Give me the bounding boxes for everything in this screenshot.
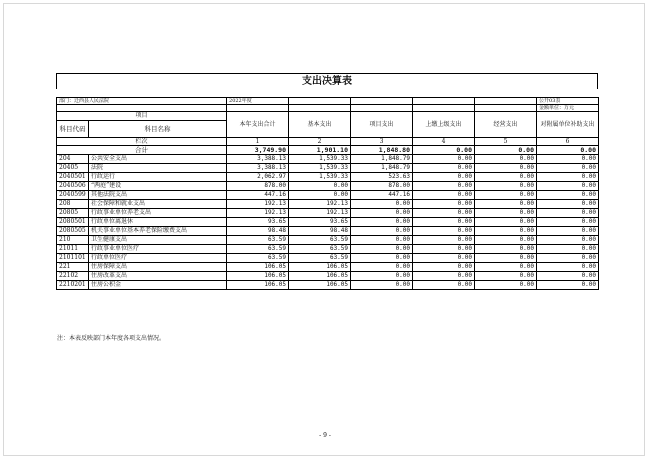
row-value: 523.63 bbox=[351, 173, 413, 182]
row-value: 93.65 bbox=[227, 218, 289, 227]
row-value: 0.00 bbox=[537, 245, 599, 254]
row-value: 2,062.97 bbox=[227, 173, 289, 182]
row-value: 63.59 bbox=[289, 236, 351, 245]
row-name: 卫生健康支出 bbox=[89, 236, 227, 245]
row-value: 0.00 bbox=[475, 272, 537, 281]
total-header: 本年支出合计 bbox=[227, 112, 289, 138]
row-code: 20405 bbox=[57, 164, 89, 173]
row-value: 192.13 bbox=[227, 209, 289, 218]
row-value: 0.00 bbox=[475, 236, 537, 245]
table-row bbox=[57, 191, 599, 200]
total-label: 合计 bbox=[57, 146, 227, 155]
row-value: 98.48 bbox=[227, 227, 289, 236]
row-name: 机关事业单位基本养老保险缴费支出 bbox=[89, 227, 227, 236]
row-value: 0.00 bbox=[475, 173, 537, 182]
row-code: 22102 bbox=[57, 272, 89, 281]
upper-header: 上缴上级支出 bbox=[413, 112, 475, 138]
row-value: 0.00 bbox=[351, 209, 413, 218]
seq-col: 1 bbox=[227, 138, 289, 146]
row-code: 204 bbox=[57, 155, 89, 164]
row-value: 0.00 bbox=[475, 200, 537, 209]
row-value: 0.00 bbox=[413, 263, 475, 272]
row-value: 0.00 bbox=[537, 182, 599, 191]
row-value: 0.00 bbox=[413, 200, 475, 209]
row-value: 192.13 bbox=[289, 200, 351, 209]
table-row bbox=[57, 182, 599, 191]
row-value: 0.00 bbox=[289, 191, 351, 200]
row-value: 0.00 bbox=[537, 236, 599, 245]
table-row bbox=[57, 218, 599, 227]
row-value: 0.00 bbox=[475, 209, 537, 218]
total-row bbox=[57, 146, 599, 155]
row-value: 1,848.79 bbox=[351, 164, 413, 173]
project-header: 项目 bbox=[57, 112, 227, 121]
row-value: 0.00 bbox=[413, 209, 475, 218]
row-value: 0.00 bbox=[537, 173, 599, 182]
form-code: 公开03表 bbox=[537, 98, 599, 105]
page-number: - 9 - bbox=[319, 432, 331, 439]
row-value: 0.00 bbox=[475, 281, 537, 290]
row-name: 行政事业单位医疗 bbox=[89, 245, 227, 254]
row-value: 63.59 bbox=[227, 245, 289, 254]
row-code: 2040506 bbox=[57, 182, 89, 191]
row-code: 2101101 bbox=[57, 254, 89, 263]
meta-row bbox=[57, 98, 599, 105]
row-value: 0.00 bbox=[475, 155, 537, 164]
seq-col: 6 bbox=[537, 138, 599, 146]
total-value: 0.00 bbox=[537, 146, 599, 155]
project-exp-header: 项目支出 bbox=[351, 112, 413, 138]
row-value: 106.05 bbox=[227, 281, 289, 290]
table-row bbox=[57, 281, 599, 290]
row-value: 1,539.33 bbox=[289, 164, 351, 173]
total-value: 3,749.90 bbox=[227, 146, 289, 155]
table-row bbox=[57, 245, 599, 254]
row-value: 63.59 bbox=[289, 245, 351, 254]
row-value: 0.00 bbox=[475, 164, 537, 173]
code-header: 科目代码 bbox=[57, 121, 89, 138]
row-code: 2040501 bbox=[57, 173, 89, 182]
row-value: 0.00 bbox=[537, 254, 599, 263]
table-row bbox=[57, 254, 599, 263]
footnote: 注：本表反映部门本年度各项支出情况。 bbox=[57, 335, 166, 342]
row-name: 其他法院支出 bbox=[89, 191, 227, 200]
unit-label: 金额单位：万元 bbox=[537, 105, 599, 112]
row-code: 208 bbox=[57, 200, 89, 209]
row-value: 878.00 bbox=[351, 182, 413, 191]
row-value: 0.00 bbox=[413, 281, 475, 290]
seq-label: 栏次 bbox=[57, 138, 227, 146]
row-value: 0.00 bbox=[351, 200, 413, 209]
row-value: 106.05 bbox=[227, 272, 289, 281]
row-value: 0.00 bbox=[475, 191, 537, 200]
header-row-project bbox=[57, 112, 599, 121]
table-row bbox=[57, 164, 599, 173]
row-value: 0.00 bbox=[351, 236, 413, 245]
row-code: 2040599 bbox=[57, 191, 89, 200]
row-value: 0.00 bbox=[475, 218, 537, 227]
row-value: 0.00 bbox=[413, 173, 475, 182]
table-row bbox=[57, 209, 599, 218]
row-value: 0.00 bbox=[537, 263, 599, 272]
row-value: 0.00 bbox=[413, 164, 475, 173]
row-code: 210 bbox=[57, 236, 89, 245]
row-value: 0.00 bbox=[537, 281, 599, 290]
row-value: 0.00 bbox=[413, 218, 475, 227]
row-value: 98.48 bbox=[289, 227, 351, 236]
unit-row bbox=[57, 105, 599, 112]
row-value: 0.00 bbox=[413, 254, 475, 263]
row-value: 0.00 bbox=[351, 227, 413, 236]
row-value: 447.16 bbox=[227, 191, 289, 200]
row-name: 住房公积金 bbox=[89, 281, 227, 290]
row-value: 0.00 bbox=[537, 272, 599, 281]
row-value: 447.16 bbox=[351, 191, 413, 200]
row-value: 0.00 bbox=[351, 254, 413, 263]
seq-col: 4 bbox=[413, 138, 475, 146]
seq-col: 2 bbox=[289, 138, 351, 146]
row-value: 878.00 bbox=[227, 182, 289, 191]
row-value: 0.00 bbox=[413, 245, 475, 254]
seq-row bbox=[57, 138, 599, 146]
row-name: 社会保障和就业支出 bbox=[89, 200, 227, 209]
table-row bbox=[57, 236, 599, 245]
total-value: 0.00 bbox=[475, 146, 537, 155]
row-value: 0.00 bbox=[537, 191, 599, 200]
row-value: 0.00 bbox=[475, 254, 537, 263]
row-name: 行政运行 bbox=[89, 173, 227, 182]
row-value: 1,848.79 bbox=[351, 155, 413, 164]
row-value: 0.00 bbox=[413, 182, 475, 191]
row-value: 0.00 bbox=[351, 218, 413, 227]
row-code: 20805 bbox=[57, 209, 89, 218]
row-value: 63.59 bbox=[227, 254, 289, 263]
row-value: 93.65 bbox=[289, 218, 351, 227]
row-value: 0.00 bbox=[413, 272, 475, 281]
row-value: 0.00 bbox=[351, 272, 413, 281]
row-value: 0.00 bbox=[537, 155, 599, 164]
row-code: 2080505 bbox=[57, 227, 89, 236]
row-value: 0.00 bbox=[475, 227, 537, 236]
seq-col: 3 bbox=[351, 138, 413, 146]
table-row bbox=[57, 263, 599, 272]
row-value: 0.00 bbox=[475, 245, 537, 254]
row-value: 106.05 bbox=[289, 281, 351, 290]
row-code: 221 bbox=[57, 263, 89, 272]
row-value: 3,388.13 bbox=[227, 155, 289, 164]
row-name: 住房保障支出 bbox=[89, 263, 227, 272]
table-row bbox=[57, 272, 599, 281]
row-value: 106.05 bbox=[227, 263, 289, 272]
row-name: 公共安全支出 bbox=[89, 155, 227, 164]
row-value: 1,539.33 bbox=[289, 155, 351, 164]
row-value: 0.00 bbox=[537, 227, 599, 236]
row-value: 0.00 bbox=[413, 191, 475, 200]
basic-header: 基本支出 bbox=[289, 112, 351, 138]
row-value: 0.00 bbox=[475, 182, 537, 191]
row-code: 2210201 bbox=[57, 281, 89, 290]
row-code: 2080501 bbox=[57, 218, 89, 227]
row-value: 1,539.33 bbox=[289, 173, 351, 182]
row-value: 0.00 bbox=[351, 281, 413, 290]
table-title: 支出决算表 bbox=[56, 73, 598, 89]
row-value: 0.00 bbox=[537, 164, 599, 173]
row-name: 行政事业单位养老支出 bbox=[89, 209, 227, 218]
row-value: 0.00 bbox=[351, 245, 413, 254]
row-name: 行政单位医疗 bbox=[89, 254, 227, 263]
row-value: 192.13 bbox=[227, 200, 289, 209]
row-value: 0.00 bbox=[413, 236, 475, 245]
row-value: 0.00 bbox=[537, 200, 599, 209]
row-value: 0.00 bbox=[537, 209, 599, 218]
seq-col: 5 bbox=[475, 138, 537, 146]
row-value: 0.00 bbox=[351, 263, 413, 272]
row-name: “两庭”建设 bbox=[89, 182, 227, 191]
row-value: 192.13 bbox=[289, 209, 351, 218]
row-value: 106.05 bbox=[289, 272, 351, 281]
row-value: 0.00 bbox=[413, 155, 475, 164]
operation-header: 经营支出 bbox=[475, 112, 537, 138]
department-label: 部门：迁西县人民法院 bbox=[57, 98, 227, 105]
row-name: 住房改革支出 bbox=[89, 272, 227, 281]
row-value: 3,388.13 bbox=[227, 164, 289, 173]
total-value: 0.00 bbox=[413, 146, 475, 155]
row-value: 0.00 bbox=[289, 182, 351, 191]
name-header: 科目名称 bbox=[89, 121, 227, 138]
year-label: 2022年度 bbox=[227, 98, 289, 105]
row-value: 0.00 bbox=[413, 227, 475, 236]
row-name: 行政单位离退休 bbox=[89, 218, 227, 227]
total-value: 1,901.10 bbox=[289, 146, 351, 155]
total-value: 1,848.80 bbox=[351, 146, 413, 155]
subsidy-header: 对附属单位补助支出 bbox=[537, 112, 599, 138]
row-value: 106.05 bbox=[289, 263, 351, 272]
row-value: 0.00 bbox=[475, 263, 537, 272]
table-row bbox=[57, 227, 599, 236]
row-value: 63.59 bbox=[227, 236, 289, 245]
row-value: 0.00 bbox=[537, 218, 599, 227]
row-name: 法院 bbox=[89, 164, 227, 173]
table-row bbox=[57, 173, 599, 182]
table-row bbox=[57, 155, 599, 164]
row-code: 21011 bbox=[57, 245, 89, 254]
expenditure-table bbox=[56, 97, 599, 290]
row-value: 63.59 bbox=[289, 254, 351, 263]
table-row bbox=[57, 200, 599, 209]
